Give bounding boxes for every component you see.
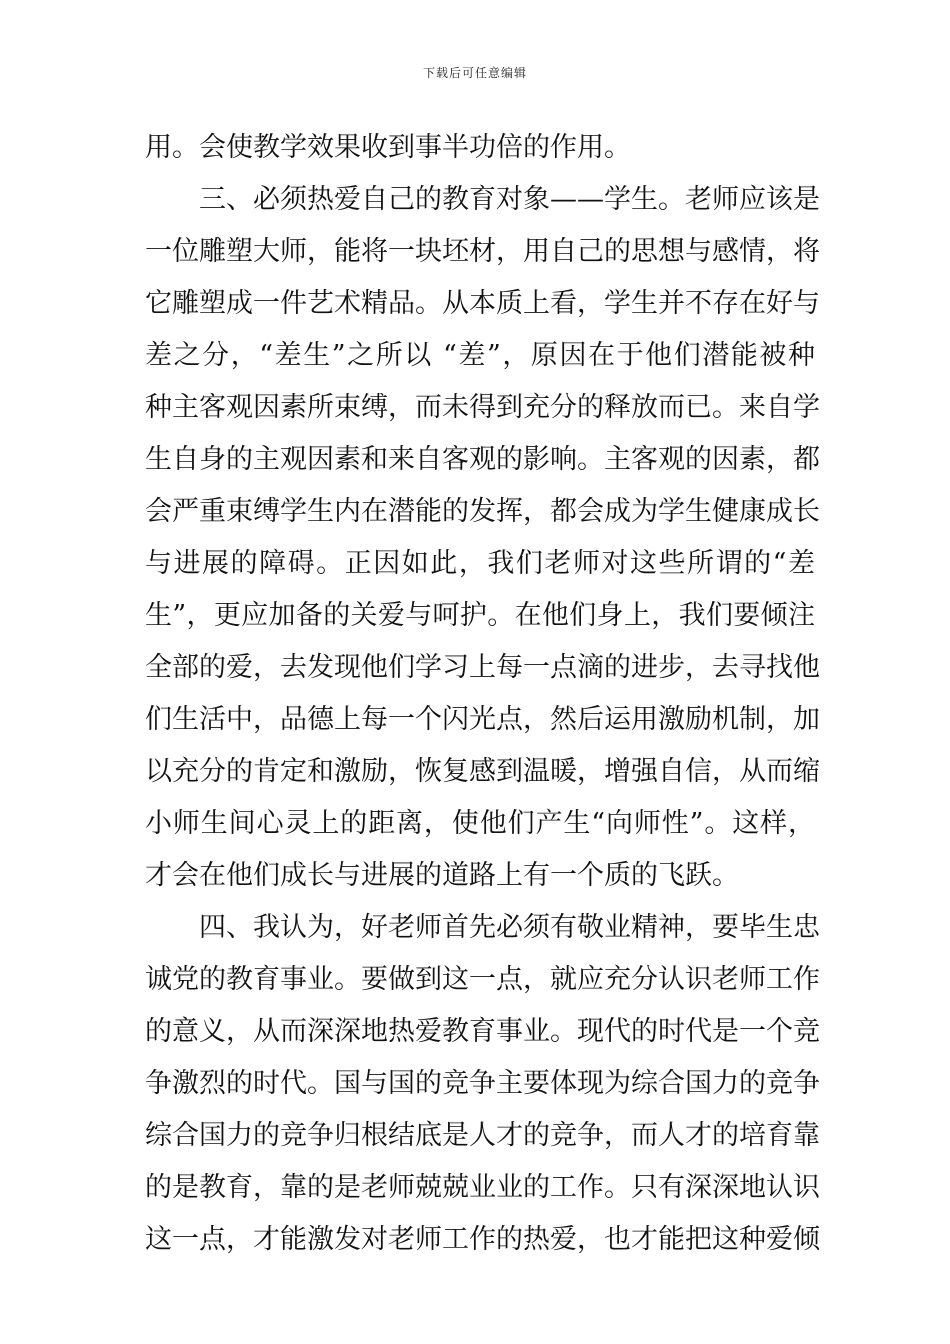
text-line: 才会在他们成长与进展的道路上有一个质的飞跃。 (145, 860, 739, 891)
page-header: 下载后可任意编辑 (422, 66, 527, 80)
text-line: 差之分，“差生”之所以 “差”，原因在于他们潜能被种 (145, 340, 815, 371)
text-line: 与进展的障碍。正因如此，我们老师对这些所谓的“差 (145, 548, 815, 579)
text-line: 这一点，才能激发对老师工作的热爱，也才能把这种爱倾 (145, 1224, 820, 1255)
text-line: 种主客观因素所束缚，而未得到充分的释放而已。来自学 (145, 392, 820, 423)
text-line: 的是教育，靠的是老师兢兢业业的工作。只有深深地认识 (145, 1172, 820, 1203)
text-line: 争激烈的时代。国与国的竞争主要体现为综合国力的竞争 (145, 1068, 820, 1099)
text-line: 生”，更应加备的关爱与呵护。在他们身上，我们要倾注 (145, 600, 815, 631)
text-line: 用。会使教学效果收到事半功倍的作用。 (145, 132, 631, 163)
text-line: 会严重束缚学生内在潜能的发挥，都会成为学生健康成长 (145, 496, 820, 527)
text-line: 它雕塑成一件艺术精品。从本质上看，学生并不存在好与 (145, 288, 820, 319)
text-line: 生自身的主观因素和来自客观的影响。主客观的因素，都 (145, 444, 820, 475)
text-line: 小师生间心灵上的距离，使他们产生“向师性”。这样， (145, 808, 815, 839)
text-line: 全部的爱，去发现他们学习上每一点滴的进步，去寻找他 (145, 652, 820, 683)
text-line: 以充分的肯定和激励，恢复感到温暖，增强自信，从而缩 (145, 756, 820, 787)
text-line: 四、我认为，好老师首先必须有敬业精神，要毕生忠 (145, 912, 820, 943)
document-body (145, 122, 820, 1266)
text-line: 诚党的教育事业。要做到这一点，就应充分认识老师工作 (145, 964, 820, 995)
text-line: 三、必须热爱自己的教育对象——学生。老师应该是 (145, 184, 820, 215)
text-line: 综合国力的竞争归根结底是人才的竞争，而人才的培育靠 (145, 1120, 820, 1151)
text-line: 的意义，从而深深地热爱教育事业。现代的时代是一个竞 (145, 1016, 820, 1047)
text-line: 一位雕塑大师，能将一块坯材，用自己的思想与感情，将 (145, 236, 820, 267)
text-line: 们生活中，品德上每一个闪光点，然后运用激励机制，加 (145, 704, 820, 735)
